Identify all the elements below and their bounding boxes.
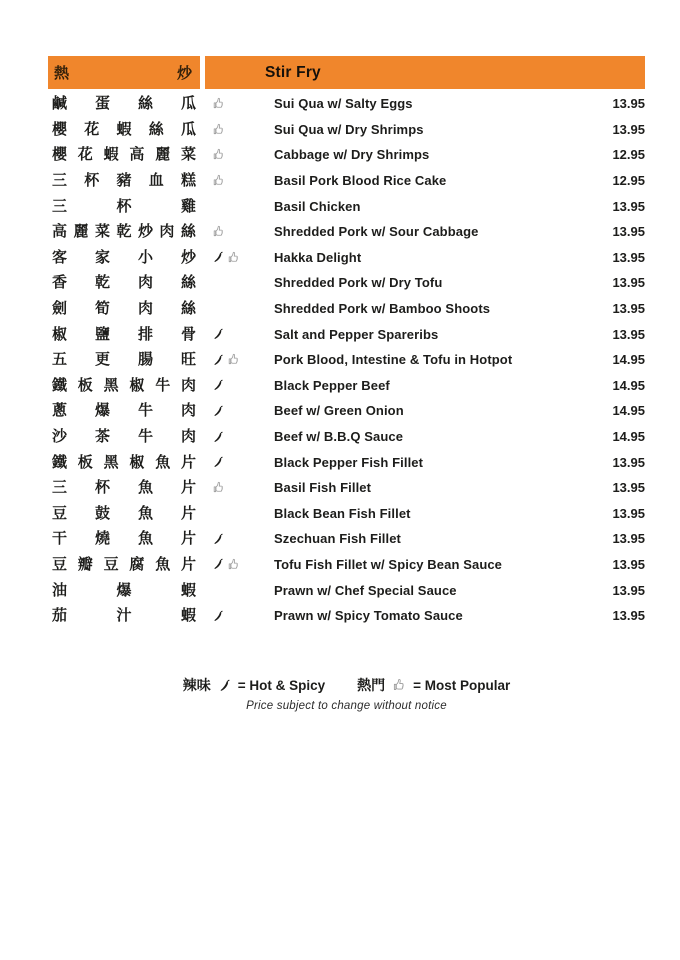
legend [48,675,645,695]
menu-item-row [48,373,645,399]
menu-item-row [48,501,645,527]
section-title-chinese: 熱 炒 [48,56,200,89]
chili-icon [213,533,223,545]
menu-item-row [48,475,645,501]
item-icons [200,251,274,264]
item-price: 13.95 [612,121,645,137]
item-name-english: Salt and Pepper Spareribs [274,326,439,342]
item-icons [200,123,274,136]
item-name-english: Pork Blood, Intestine & Tofu in Hotpot [274,352,513,368]
menu-item-row [48,270,645,296]
section-title: Stir Fry [265,63,321,81]
thumbs-up-icon [213,225,224,238]
legend-spicy-label: = Hot & Spicy [237,677,326,693]
item-icons [200,405,274,417]
item-price: 12.95 [612,173,645,189]
item-name-chinese: 沙 茶 牛 肉 [52,427,196,446]
item-price: 13.95 [612,505,645,521]
item-icons [200,225,274,238]
chili-icon [213,610,223,622]
item-name-english: Sui Qua w/ Salty Eggs [274,96,413,112]
legend-spicy-chinese: 辣味 [182,678,211,695]
thumbs-up-icon [213,97,224,110]
item-icons [200,610,274,622]
thumbs-up-icon [228,558,239,571]
thumbs-up-icon [213,148,224,161]
item-icons [200,379,274,391]
thumbs-up-icon [213,123,224,136]
item-name-chinese: 蔥 爆 牛 肉 [52,401,196,420]
item-icons [200,431,274,443]
menu-item-row [48,142,645,168]
thumbs-up-icon [213,174,224,187]
chili-icon [213,431,223,443]
menu-item-row [48,552,645,578]
menu-items-list [48,91,645,628]
item-name-chinese: 香 乾 肉 絲 [52,273,196,292]
item-price: 13.95 [612,301,645,317]
item-name-english: Shredded Pork w/ Dry Tofu [274,275,443,291]
chili-icon [213,405,223,417]
thumbs-up-icon [228,251,239,264]
item-price: 13.95 [612,608,645,624]
item-price: 13.95 [612,198,645,214]
item-name-english: Prawn w/ Chef Special Sauce [274,582,457,598]
item-name-chinese: 干 燒 魚 片 [52,529,196,548]
menu-item-row [48,424,645,450]
item-icons [200,148,274,161]
menu-item-row [48,117,645,143]
item-name-english: Cabbage w/ Dry Shrimps [274,147,430,163]
thumbs-up-icon [393,678,405,692]
item-name-chinese: 豆 鼓 魚 片 [52,503,196,522]
item-name-english: Black Pepper Beef [274,377,390,393]
item-name-english: Beef w/ B.B.Q Sauce [274,429,404,445]
chili-icon [213,558,223,570]
menu-item-row [48,347,645,373]
item-name-english: Basil Fish Fillet [274,480,372,496]
item-price: 14.95 [612,377,645,393]
chili-icon [213,328,223,340]
item-name-english: Black Pepper Fish Fillet [274,454,424,470]
item-price: 14.95 [612,429,645,445]
item-name-chinese: 鐵 板 黑 椒 魚 片 [52,452,196,471]
menu-item-row [48,577,645,603]
item-name-chinese: 劍 筍 肉 絲 [52,299,196,318]
item-name-english: Szechuan Fish Fillet [274,531,401,547]
item-icons [200,353,274,366]
item-icons [200,174,274,187]
item-name-chinese: 櫻 花 蝦 絲 瓜 [52,119,196,138]
item-price: 13.95 [612,326,645,342]
chili-icon [213,456,223,468]
menu-item-row [48,526,645,552]
section-title-band [205,56,645,89]
item-name-english: Shredded Pork w/ Sour Cabbage [274,224,479,240]
item-name-chinese: 客 家 小 炒 [52,247,196,266]
item-name-chinese: 鐵 板 黑 椒 牛 肉 [52,375,196,394]
thumbs-up-icon [228,353,239,366]
item-price: 13.95 [612,96,645,112]
menu-item-row [48,603,645,629]
item-name-chinese: 五 更 腸 旺 [52,350,196,369]
item-price: 13.95 [612,454,645,470]
item-name-english: Shredded Pork w/ Bamboo Shoots [274,301,491,317]
item-price: 13.95 [612,531,645,547]
item-name-chinese: 三 杯 雞 [52,196,196,215]
item-name-chinese: 油 爆 蝦 [52,580,196,599]
legend-popular-chinese: 熱門 [357,678,386,695]
item-price: 14.95 [612,403,645,419]
item-price: 13.95 [612,556,645,572]
item-icons [200,328,274,340]
item-icons [200,97,274,110]
item-name-chinese: 三 杯 魚 片 [52,478,196,497]
item-name-english: Hakka Delight [274,249,362,265]
item-name-chinese: 豆 瓣 豆 腐 魚 片 [52,554,196,573]
item-icons [200,533,274,545]
footer-note: Price subject to change without notice [246,700,447,713]
item-name-chinese: 三 杯 豬 血 糕 [52,171,196,190]
item-name-english: Basil Chicken [274,198,361,214]
item-price: 13.95 [612,582,645,598]
item-name-english: Prawn w/ Spicy Tomato Sauce [274,608,463,624]
item-icons [200,558,274,571]
item-price: 13.95 [612,249,645,265]
item-price: 14.95 [612,352,645,368]
item-name-english: Beef w/ Green Onion [274,403,404,419]
menu-item-row [48,321,645,347]
menu-item-row [48,219,645,245]
item-price: 13.95 [612,275,645,291]
item-name-chinese: 鹹 蛋 絲 瓜 [52,94,196,113]
item-price: 12.95 [612,147,645,163]
item-name-english: Basil Pork Blood Rice Cake [274,173,447,189]
legend-popular-label: = Most Popular [413,677,511,693]
menu-item-row [48,91,645,117]
chili-icon [213,379,223,391]
chili-icon [219,679,230,692]
item-price: 13.95 [612,224,645,240]
item-name-english: Sui Qua w/ Dry Shrimps [274,121,424,137]
menu-item-row [48,398,645,424]
menu-item-row [48,449,645,475]
section-header [48,56,645,89]
item-name-english: Tofu Fish Fillet w/ Spicy Bean Sauce [274,556,503,572]
item-price: 13.95 [612,480,645,496]
stir-fry-menu-section [48,56,645,712]
menu-item-row [48,296,645,322]
item-icons [200,456,274,468]
menu-item-row [48,193,645,219]
item-name-english: Black Bean Fish Fillet [274,505,411,521]
chili-icon [213,354,223,366]
thumbs-up-icon [213,481,224,494]
menu-item-row [48,168,645,194]
item-name-chinese: 櫻 花 蝦 高 麗 菜 [52,145,196,164]
item-name-chinese: 高 麗 菜 乾 炒 肉 絲 [52,222,196,241]
menu-item-row [48,245,645,271]
item-icons [200,481,274,494]
chili-icon [213,251,223,263]
item-name-chinese: 茄 汁 蝦 [52,606,196,625]
item-name-chinese: 椒 鹽 排 骨 [52,324,196,343]
